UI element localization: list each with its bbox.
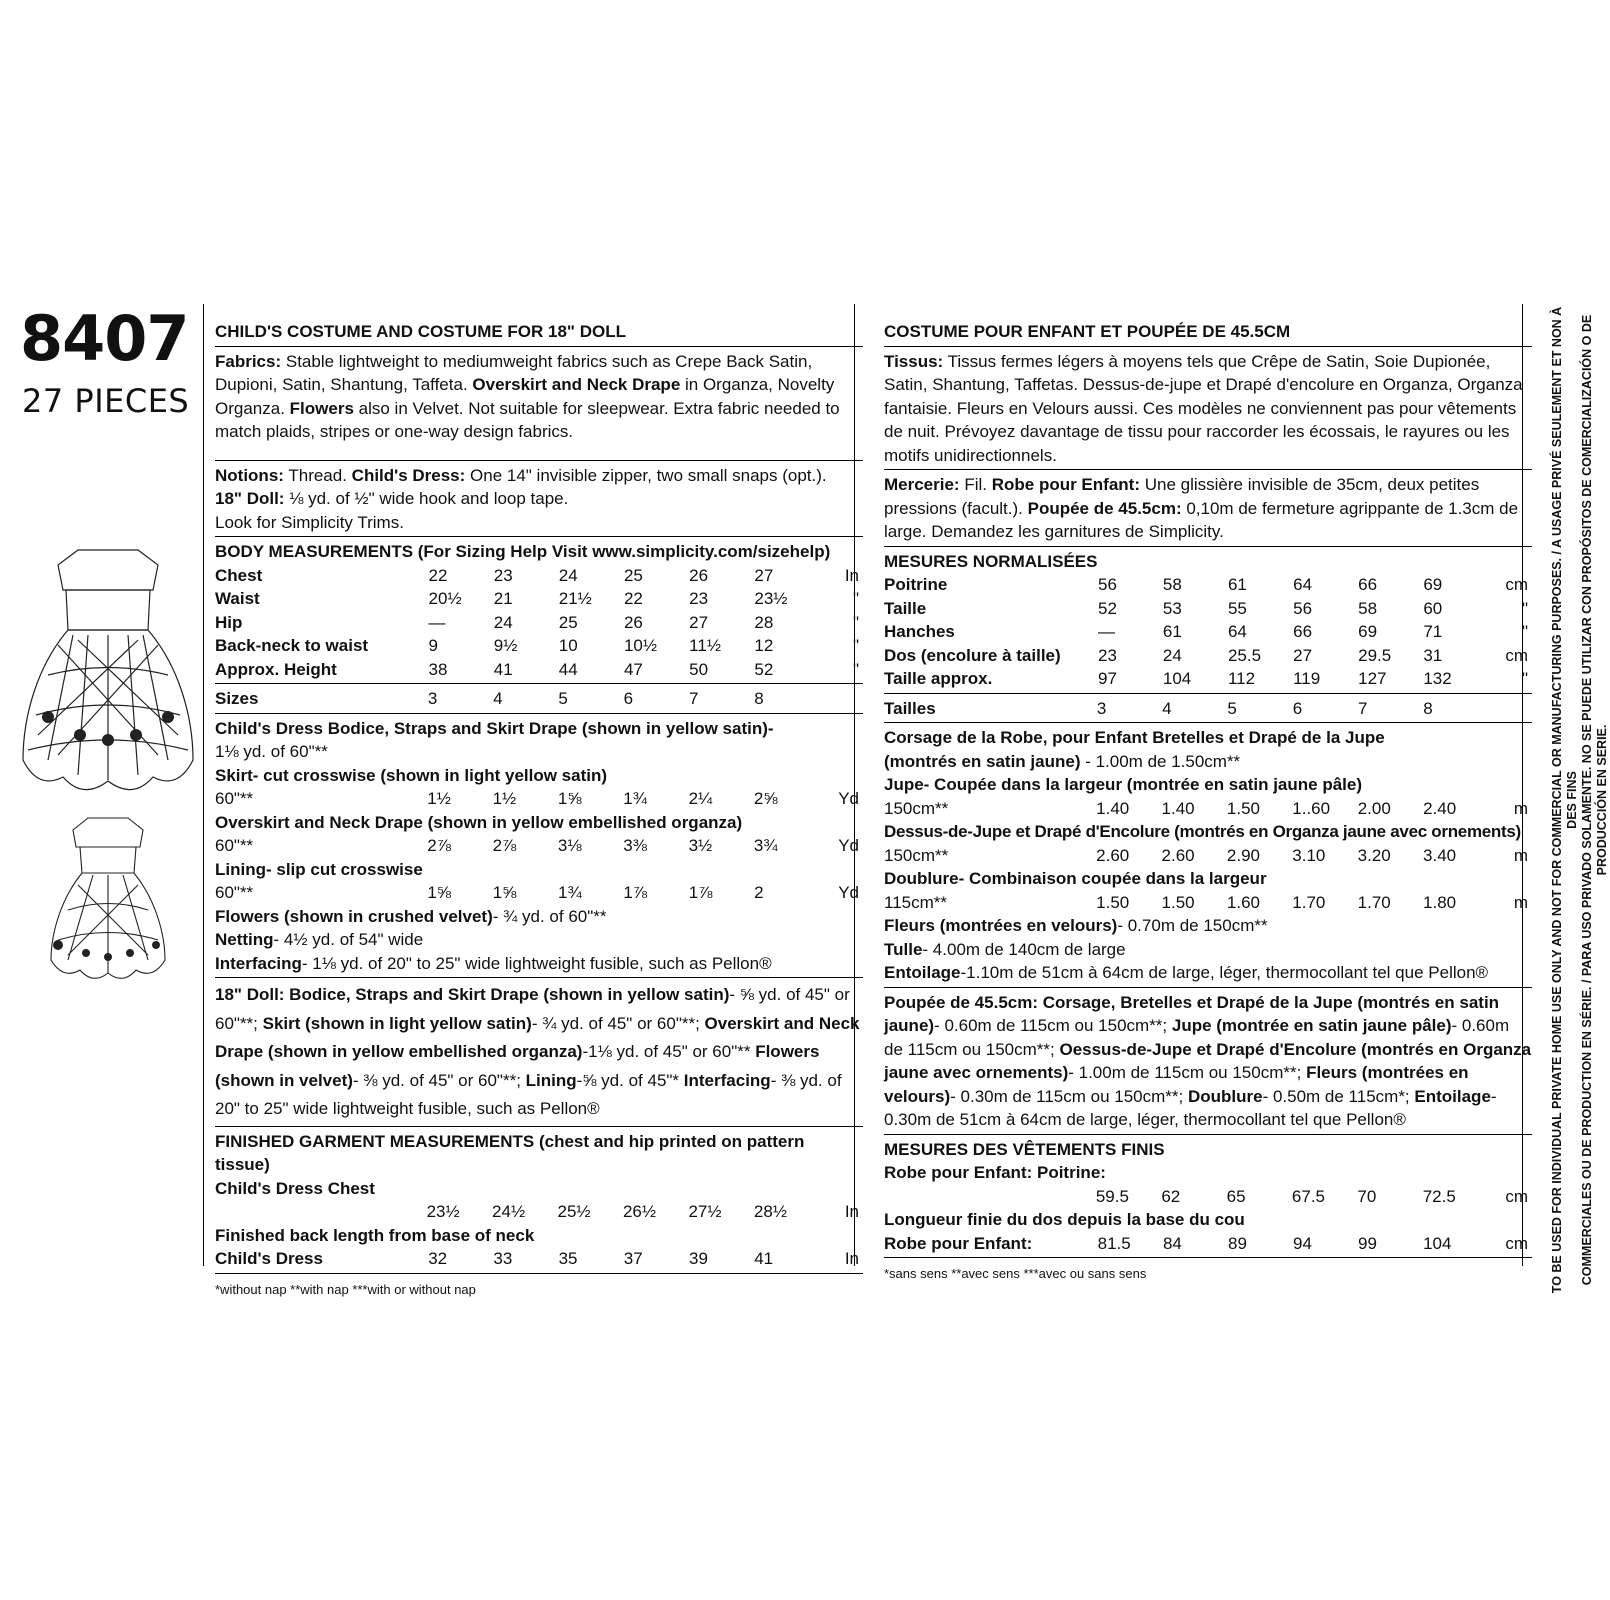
cell-value: 72.5 [1422,1186,1456,1206]
cell-value: 104 [1423,1233,1452,1253]
cell-unit [1488,697,1532,721]
cell-value: 1⅝ [427,883,451,902]
cell-value: 8 [1423,698,1433,718]
finis-dos-label: Longueur finie du dos depuis la base du cou [884,1210,1245,1229]
cell-value: 3.20 [1357,845,1391,865]
entoilage-line: Entoilage-1.10m de 51cm à 64cm de large, léger, thermocollant tel que Pellon® [884,963,1489,982]
finis-poitrine-row [884,1185,1532,1209]
cell-value: 7 [688,689,699,708]
pattern-number: 8407 [20,302,189,375]
cell-value: 25 [558,612,578,632]
table-row [215,1200,863,1224]
body-measurements-table [215,564,863,682]
cell-value: 52 [1098,598,1117,618]
jupe-title: Jupe- Coupée dans la largeur (montrée en satin jaune pâle) [884,775,1363,794]
cell-value: 2.60 [1161,845,1195,865]
table-row [215,587,863,611]
jupe-row [884,797,1532,821]
overskirt-title: Overskirt and Neck Drape (shown in yellow embellished organza) [215,812,743,832]
cell-value: 67.5 [1291,1186,1325,1206]
doublure-row [884,891,1532,915]
cell-value: 26 [689,565,709,585]
mercerie-paragraph: Mercerie: Fil. Robe pour Enfant: Une glissière invisible de 35cm, deux petites pressions (facult.). Poupée de 45.5cm: 0,10m de fermeture agrippante de 1.3cm de large. Demandez les garnitures de Simplicity. [884,475,1519,541]
table-row [884,891,1532,915]
cell-value: 33 [493,1249,513,1268]
cell-value: 23½ [426,1202,460,1221]
table-row [884,573,1532,597]
cell-value: 8 [754,689,764,708]
row-label: 150cm** [884,845,949,865]
cell-value: 2 [754,883,764,902]
mesures-title: MESURES NORMALISÉES [884,551,1098,571]
cell-value: 59.5 [1095,1186,1129,1206]
cell-value: 2.60 [1096,845,1130,865]
cell-value: 69 [1358,622,1378,641]
cell-value: 27 [689,612,709,632]
cell-value: 41 [754,1249,774,1268]
french-title: COSTUME POUR ENFANT ET POUPÉE DE 45.5CM [884,322,1291,341]
cell-unit: cm [1505,1233,1528,1253]
cell-value: 12 [754,636,774,655]
cell-value: 11½ [689,636,721,655]
cell-value: 2⅝ [753,789,778,808]
cell-value: 41 [493,659,513,679]
row-label: Tailles [884,698,936,718]
cell-value: 66 [1293,622,1313,641]
cell-value: 1.60 [1226,892,1260,912]
tailles-row [884,697,1532,721]
bodice-amount: 1⅛ yd. of 60"** [215,742,328,761]
cell-value: 10½ [623,636,658,655]
netting-line: Netting- 4½ yd. of 54" wide [215,930,424,949]
cell-value: 1⅝ [557,789,582,808]
row-label: Chest [215,565,263,585]
cell-value: 27 [1293,645,1313,665]
cell-unit: Yd [838,883,859,902]
cell-value: 3½ [688,836,713,855]
cell-value: 119 [1293,669,1321,688]
cell-value: 53 [1162,598,1182,618]
cell-value: 47 [623,659,643,679]
cell-value: 66 [1358,575,1378,594]
cell-value: 52 [754,659,774,679]
cell-value: 22 [428,565,448,585]
english-footnote: *without nap **with nap ***with or without nap [215,1281,476,1297]
cell-value: 24 [558,565,578,585]
cell-value: 9½ [493,636,518,655]
finis-dos-row [884,1232,1532,1256]
cell-value: 2.90 [1226,845,1261,865]
row-label: Child's Dress [215,1249,323,1268]
finis-title: MESURES DES VÊTEMENTS FINIS [884,1139,1165,1159]
cell-value: 4 [1162,698,1172,718]
pattern-pieces: 27 PIECES [22,382,190,420]
cell-unit: Yd [838,789,859,808]
cell-value: 23½ [754,589,788,608]
cell-value: 26½ [622,1202,657,1221]
cell-value: 7 [1357,698,1368,718]
cell-value: 56 [1098,575,1117,594]
cell-value: 64 [1293,575,1313,594]
cell-value: 31 [1423,645,1443,665]
english-title: CHILD'S COSTUME AND COSTUME FOR 18" DOLL [215,322,626,341]
cell-value: 24½ [492,1202,526,1221]
lining-title: Lining- slip cut crosswise [215,859,423,879]
dress-illustration-doll [48,815,168,990]
table-row [884,1232,1532,1256]
row-label: Sizes [215,689,259,708]
cell-value: 112 [1227,669,1256,688]
cell-value: 6 [1292,698,1303,718]
cell-unit: " [1521,598,1528,618]
cell-unit: " [1521,669,1528,688]
cell-value: 1.40 [1161,798,1195,818]
cell-value: 38 [428,659,448,679]
cell-value: 3⅜ [623,836,647,855]
cell-value: 94 [1293,1233,1312,1253]
cell-value: 35 [558,1249,578,1268]
cell-value: 99 [1358,1233,1377,1253]
cell-value: 29.5 [1358,645,1392,665]
cell-value: 24 [1162,645,1182,665]
cell-unit: " [1521,622,1528,641]
cell-value: — [1098,622,1116,641]
cell-value: 61 [1227,575,1247,594]
table-row [215,834,863,858]
cell-value: 1⅞ [623,883,648,902]
table-row [884,797,1532,821]
cell-value: 32 [428,1249,448,1268]
cell-unit: " [852,636,859,655]
cell-value: 21½ [558,589,592,608]
row-label: 60"** [215,836,254,855]
cell-unit: " [852,612,859,632]
cell-value: 60 [1423,598,1443,618]
row-label: 60"** [215,883,254,902]
cell-unit [820,687,864,711]
cell-value: 1.80 [1423,892,1457,912]
cell-value: 1½ [492,789,517,808]
row-label: Taille [884,598,927,618]
cell-value: 69 [1423,575,1443,594]
row-label: Back-neck to waist [215,636,369,655]
cell-value: — [428,612,446,632]
table-row [215,634,863,658]
cell-value: 1.70 [1357,892,1391,912]
mesures-table [884,573,1532,691]
cell-unit: cm [1505,645,1528,665]
cell-value: 1..60 [1292,798,1331,818]
cell-value: 4 [493,689,503,708]
poupee-paragraph: Poupée de 45.5cm: Corsage, Bretelles et Drapé de la Jupe (montrés en satin jaune)- 0.60m de 115cm ou 150cm**; Jupe (montrée en satin jaune pâle)- 0.60m de 115cm ou 150cm**; Oessus-de-Jupe et Drapé d'Encolure (montrés en Organza jaune avec ornements)- 1.00m de 115cm ou 150cm**; Fleurs (montrées en velours)- 0.30m de 115cm ou 150cm**; Doublure- 0.50m de 115cm*; Entoilage- 0.30m de 51cm à 64cm de large, léger, thermocollant tel que Pellon® [884,992,1532,1129]
cell-value: 28½ [753,1202,787,1221]
table-row [215,564,863,588]
cell-value: 44 [558,659,578,679]
row-label: Robe pour Enfant: [884,1233,1033,1253]
row-label: Approx. Height [215,659,337,679]
cell-unit: In [844,1249,859,1268]
finished-chest-row [215,1200,863,1224]
row-label: Hip [215,612,243,632]
cell-value: 89 [1227,1233,1247,1253]
cell-value: 1.50 [1096,892,1130,912]
cell-value: 70 [1357,1186,1377,1206]
french-column [884,318,1532,1286]
table-row [884,1185,1532,1209]
table-row [215,687,863,711]
cell-value: 2⅞ [492,836,517,855]
row-label: 60"** [215,789,254,808]
cell-value: 84 [1162,1233,1182,1253]
cell-value: 104 [1162,669,1192,688]
lining-yardage-row [215,881,863,905]
cell-value: 6 [623,689,634,708]
bodice-title: Child's Dress Bodice, Straps and Skirt Drape (shown in yellow satin)- [215,718,774,738]
cell-value: 5 [1227,698,1237,718]
notions-paragraph: Notions: Thread. Child's Dress: One 14" invisible zipper, two small snaps (opt.). 18" Doll: ⅛ yd. of ½" wide hook and loop tape. Look for Simplicity Trims. [215,465,827,532]
table-row [215,881,863,905]
doll-paragraph: 18" Doll: Bodice, Straps and Skirt Drape (shown in yellow satin)- ⅝ yd. of 45" or 60"**; Skirt (shown in light yellow satin)- ¾ yd. of 45" or 60"**; Overskirt and Neck Drape (shown in yellow embellished organza)-1⅛ yd. of 45" or 60"** Flowers (shown in velvet)- ⅜ yd. of 45" or 60"**; Lining-⅝ yd. of 45"* Interfacing- ⅜ yd. of 20" to 25" wide lightweight fusible, such as Pellon® [215,985,860,1118]
cell-value: 5 [558,689,568,708]
cell-value: 3⅛ [557,836,582,855]
cell-value: 3 [1096,698,1107,718]
corsage-amount: (montrés en satin jaune) - 1.00m de 1.50cm** [884,751,1241,771]
row-label [884,1185,1096,1209]
cell-value: 1¾ [623,789,647,808]
row-label: Dos (encolure à taille) [884,645,1061,665]
cell-unit: In [844,565,859,585]
cell-value: 9 [428,636,438,655]
cell-value: 97 [1098,669,1117,688]
row-label: 115cm** [884,892,947,912]
corsage-title: Corsage de la Robe, pour Enfant Bretelles et Drapé de la Jupe [884,728,1385,747]
skirt-title: Skirt- cut crosswise (shown in light yellow satin) [215,765,608,785]
cell-unit: " [852,589,859,608]
cell-value: 2.00 [1357,798,1391,818]
cell-unit: Yd [838,836,859,855]
finished-chest-label: Child's Dress Chest [215,1178,375,1198]
finished-measurements-title: FINISHED GARMENT MEASUREMENTS (chest and hip printed on pattern tissue) [215,1131,805,1174]
cell-value: 22 [623,589,643,608]
cell-value: 65 [1226,1186,1246,1206]
cell-value: 24 [493,612,513,632]
table-row [215,1247,863,1271]
cell-unit: cm [1505,1186,1528,1206]
table-row [884,644,1532,668]
row-label: Hanches [884,622,955,641]
cell-value: 1.50 [1226,798,1260,818]
cell-value: 71 [1423,622,1443,641]
tulle-line: Tulle- 4.00m de 140cm de large [884,939,1126,959]
cell-value: 21 [493,589,513,608]
finished-back-row [215,1247,863,1271]
tissus-paragraph: Tissus: Tissus fermes légers à moyens tels que Crêpe de Satin, Soie Dupionée, Satin, Shantung, Taffetas. Dessus-de-jupe et Drapé d'encolure en Organza, Organza fantaisie. Fleurs en Velours aussi. Ces modèles ne conviennent pas pour vêtements de nuit. Prévoyez davantage de tissu pour raccorder les écossais, le rayures ou les motifs unidirectionnels. [884,351,1523,465]
cell-value: 3¾ [753,836,778,855]
cell-unit: " [852,659,859,679]
cell-value: 61 [1162,622,1182,641]
usage-notice-vertical: TO BE USED FOR INDIVIDUAL PRIVATE HOME USE ONLY AND NOT FOR COMMERCIAL OR MANUFACTURING PURPOSES. / A USAGE PRIVÉ SEULEMENT ET NON À DES FINS COMMERCIALES OU DE PRODUCTION EN SÉRIE. / PARA USO PRIVADO SOLAMENTE. NO SE PUEDE UTILIZAR CON PROPÓSITOS DE COMERCIALIZACIÓN O DE PRODUCCIÓN EN SERIE. [1550,306,1609,1294]
cell-value: 2⅞ [427,836,451,855]
cell-value: 2.40 [1423,798,1457,818]
cell-value: 27½ [688,1202,722,1221]
cell-unit: m [1513,845,1528,865]
dessus-row [884,844,1532,868]
cell-value: 1⅝ [492,883,517,902]
english-column [215,318,863,1301]
table-row [215,658,863,682]
cell-value: 10 [558,636,578,655]
cell-value: 2¼ [688,789,713,808]
finished-back-label: Finished back length from base of neck [215,1225,535,1245]
cell-value: 1.40 [1096,798,1130,818]
dessus-title: Dessus-de-Jupe et Drapé d'Encolure (montrés en Organza jaune avec ornements) [884,822,1521,841]
cell-unit: cm [1505,575,1528,594]
cell-value: 1⅞ [688,883,713,902]
cell-value: 25 [623,565,643,585]
table-row [884,667,1532,691]
cell-value: 25½ [557,1202,591,1221]
cell-value: 62 [1161,1186,1181,1206]
cell-value: 23 [1098,645,1117,665]
row-label: Poitrine [884,575,948,594]
row-label: Waist [215,589,260,608]
table-row [884,697,1532,721]
cell-value: 25.5 [1227,645,1262,665]
divider-left [203,304,204,1266]
cell-value: 37 [623,1249,643,1268]
table-row [884,620,1532,644]
cell-value: 1½ [427,789,451,808]
row-label: 150cm** [884,798,949,818]
cell-value: 81.5 [1097,1233,1131,1253]
cell-value: 132 [1423,669,1452,688]
cell-value: 50 [689,659,709,679]
french-footnote: *sans sens **avec sens ***avec ou sans sens [884,1266,1147,1281]
row-label [215,1200,427,1224]
overskirt-yardage-row [215,834,863,858]
table-row [215,787,863,811]
cell-value: 39 [689,1249,708,1268]
cell-value: 56 [1293,598,1313,618]
cell-value: 27 [754,565,774,585]
row-label: Taille approx. [884,669,993,688]
body-measurements-title: BODY MEASUREMENTS (For Sizing Help Visit www.simplicity.com/sizehelp) [215,542,831,561]
table-row [884,597,1532,621]
finis-poitrine-label: Robe pour Enfant: Poitrine: [884,1163,1106,1182]
cell-value: 1¾ [558,883,582,902]
interfacing-line: Interfacing- 1⅛ yd. of 20" to 25" wide lightweight fusible, such as Pellon® [215,953,772,973]
dress-illustration-child [18,545,198,805]
flowers-line: Flowers (shown in crushed velvet)- ¾ yd. of 60"** [215,906,607,926]
cell-value: 26 [623,612,643,632]
cell-unit: In [844,1202,859,1221]
doublure-title: Doublure- Combinaison coupée dans la largeur [884,869,1267,888]
cell-value: 23 [493,565,513,585]
cell-value: 58 [1358,598,1378,618]
cell-value: 3.10 [1292,845,1326,865]
fabrics-paragraph: Fabrics: Stable lightweight to mediumweight fabrics such as Crepe Back Satin, Dupioni, Satin, Shantung, Taffeta. Overskirt and Neck Drape in Organza, Novelty Organza. Flowers also in Velvet. Not suitable for sleepwear. Extra fabric needed to match plaids, stripes or one-way design fabrics. [215,351,840,441]
cell-value: 28 [754,612,774,632]
cell-value: 64 [1227,622,1247,641]
table-row [215,611,863,635]
cell-value: 1.50 [1161,892,1195,912]
cell-value: 20½ [428,589,462,608]
cell-value: 3.40 [1423,845,1457,865]
table-row [884,844,1532,868]
cell-value: 3 [427,689,438,708]
cell-unit: m [1513,798,1528,818]
cell-value: 127 [1358,669,1387,688]
skirt-yardage-row [215,787,863,811]
fleurs-line: Fleurs (montrées en velours)- 0.70m de 150cm** [884,916,1268,935]
sizes-row [215,687,863,711]
cell-unit: m [1513,892,1528,912]
cell-value: 55 [1227,598,1247,618]
cell-value: 58 [1162,575,1182,594]
cell-value: 23 [689,589,709,608]
cell-value: 1.70 [1292,892,1326,912]
